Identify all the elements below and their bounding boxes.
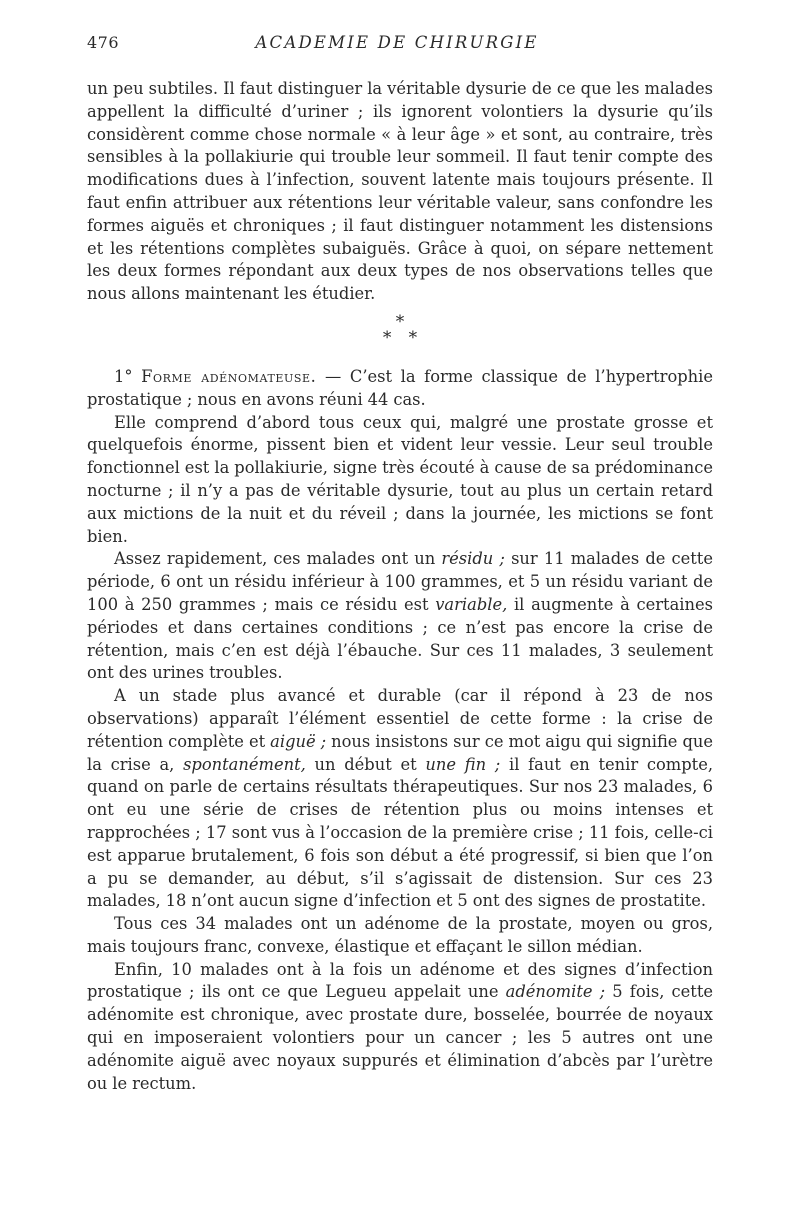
text-run: 5 fois, cette adénomite est chronique, avec prostate dure, bosselée, bourrée de noyaux qui en imposeraient volontiers pour un cancer ; les 5 autres ont une adénomite aiguë avec noyaux suppurés et élimination d’abcès par l’urètre ou le rectum. xyxy=(87,982,714,1093)
page-header xyxy=(87,33,713,52)
page-number: 476 xyxy=(87,33,120,52)
section-intro-text: — C’est la forme classique de l’hypertrophie prostatique ; nous en avons réuni 44 cas. xyxy=(87,366,713,409)
text-run: Enfin, 10 malades ont à la fois un adénome et des signes d’infection prostatique ; ils ont ce que Legueu appelait une xyxy=(87,959,713,1002)
text-run: il faut en tenir compte, quand on parle de certains résultats thérapeutiques. Sur nos 23 malades, 6 ont eu une série de crises de rétention plus ou moins intenses et rapprochées ; 17 sont vus à l’occasion de la première crise ; 11 fois, celle-ci est apparue brutalement, 6 fois son début a été progressif, si bien que l’on a pu se demander, au début, s’il s’agissait de distension. Sur ces 23 malades, 18 n’ont aucun signe d’infection et 5 ont des signes de prostatite. xyxy=(87,754,714,911)
emphasis-residu: résidu ; xyxy=(441,549,505,569)
body-text xyxy=(87,78,713,1095)
paragraph-adenomite xyxy=(87,959,713,1096)
paragraph-first-stage: Elle comprend d’abord tous ceux qui, malgré une prostate grosse et quelquefois énorme, pissent bien et vident leur vessie. Leur seul trouble fonctionnel est la pollakiurie, signe très écouté à cause de sa prédominance nocturne ; il n’y a pas de véritable dysurie, tout au plus un certain retard aux mictions de la nuit et du réveil ; dans la journée, les mictions se font bien. xyxy=(87,412,713,546)
text-run: Assez rapidement, ces malades ont un xyxy=(114,549,442,569)
emphasis-spontanement: spontanément, xyxy=(183,754,306,774)
emphasis-une-fin: une fin ; xyxy=(425,754,501,774)
section-title: Forme adénomateuse. xyxy=(141,366,317,386)
paragraph-adenome: Tous ces 34 malades ont un adénome de la prostate, moyen ou gros, mais toujours franc, convexe, élastique et effaçant le sillon médian. xyxy=(87,914,713,956)
emphasis-aigue: aiguë ; xyxy=(270,731,327,751)
paragraph-residu xyxy=(87,548,713,685)
separator-star-top: * xyxy=(395,311,405,332)
text-run: A un stade plus avancé et durable (car il répond à 23 de nos observations) apparaît l’élément essentiel de cette forme : la crise de rétention complète et xyxy=(87,686,713,751)
separator-stars-bottom: * * xyxy=(382,327,424,348)
text-run: un début et xyxy=(305,754,426,774)
paragraph-intro: un peu subtiles. Il faut distinguer la véritable dysurie de ce que les malades appellent la difficulté d’uriner ; ils ignorent volontiers la dysurie qu’ils considèrent comme chose normale « à leur âge » et sont, au contraire, très sensibles à la pollakiurie qui trouble leur sommeil. Il faut tenir compte des modifications dues à l’infection, souvent latente mais toujours présente. Il faut enfin attribuer aux rétentions leur véritable valeur, sans confondre les formes aiguës et chroniques ; il faut distinguer notamment les distensions et les rétentions complètes subaiguës. Grâce à quoi, on sépare nettement les deux formes répondant aux deux types de nos observations telles que nous allons maintenant les étudier. xyxy=(87,79,713,304)
paragraph-retention xyxy=(87,685,713,913)
paragraph-section-heading xyxy=(87,366,713,412)
running-title: ACADEMIE DE CHIRURGIE xyxy=(255,33,539,52)
text-run: nous insistons sur ce mot aigu qui signifie que la crise a, xyxy=(87,731,713,774)
emphasis-variable: variable, xyxy=(435,594,508,614)
emphasis-adenomite: adénomite ; xyxy=(505,982,606,1002)
section-separator xyxy=(87,311,713,348)
section-number: 1° xyxy=(114,366,133,386)
text-run: il augmente à certaines périodes et dans certaines conditions ; ce n’est pas encore la crise de rétention, mais c’en est déjà l’ébauche. Sur ces 11 malades, 3 seulement ont des urines troubles. xyxy=(87,594,713,683)
text-run: sur 11 malades de cette période, 6 ont un résidu inférieur à 100 grammes, et 5 un résidu variant de 100 à 250 grammes ; mais ce résidu est xyxy=(87,549,713,614)
